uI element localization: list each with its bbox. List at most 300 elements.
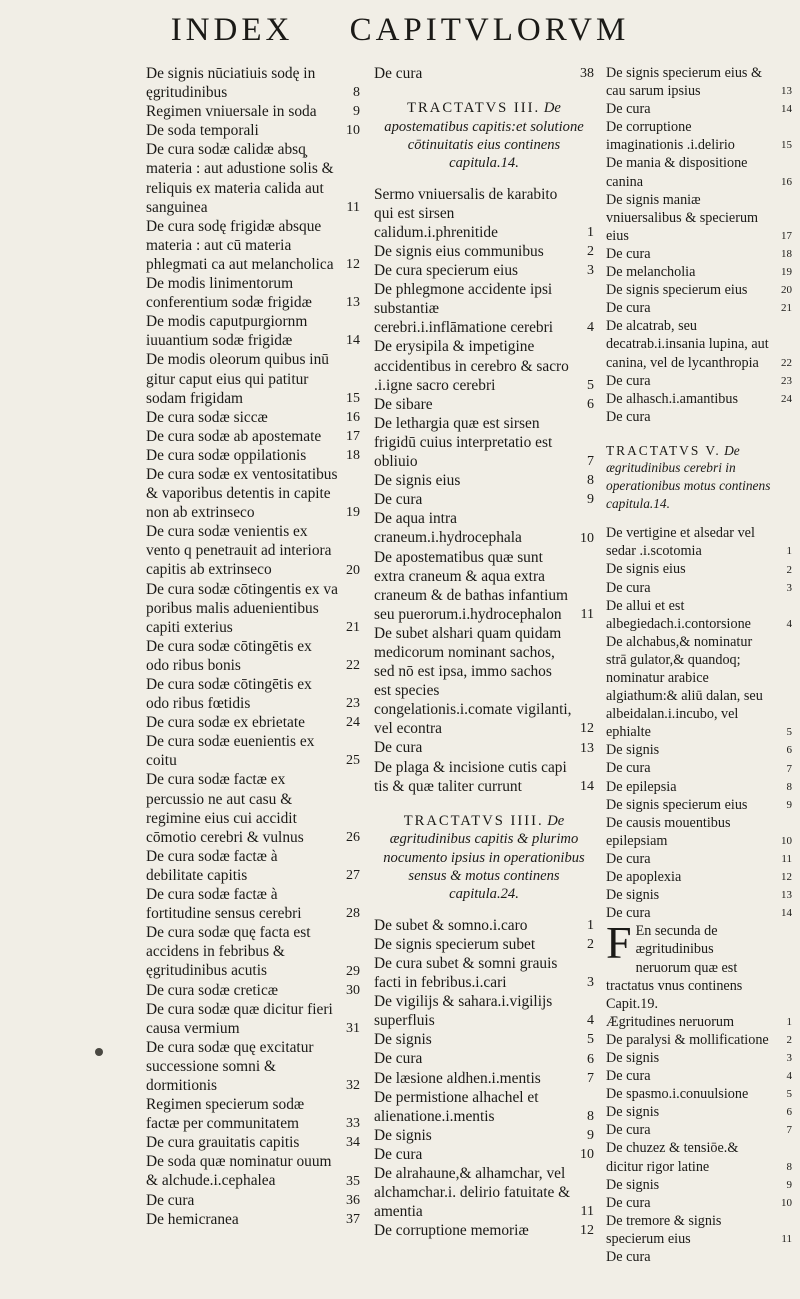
header-index: INDEX xyxy=(170,12,294,48)
entry-title: De alhasch.i.amantibus xyxy=(606,390,738,407)
index-entry xyxy=(146,847,360,885)
chapter-number: 14 xyxy=(781,103,792,116)
chapter-number: 10 xyxy=(580,1146,594,1162)
index-entry xyxy=(374,280,594,337)
index-entry xyxy=(146,923,360,980)
entry-title: De cura xyxy=(606,1122,651,1139)
chapter-number: 2 xyxy=(786,563,792,576)
running-header xyxy=(0,12,800,56)
entry-title: De apoplexia xyxy=(606,869,682,886)
index-entry xyxy=(606,372,792,390)
index-entry xyxy=(146,102,360,121)
chapter-number: 14 xyxy=(346,333,360,349)
index-entry xyxy=(606,1212,792,1248)
index-entry xyxy=(146,522,360,579)
index-entry xyxy=(374,954,594,992)
entry-title: De phlegmone accidente ipsi substantiæ cerebri.i.inflāmatione cerebri xyxy=(374,281,554,337)
chapter-number: 17 xyxy=(346,428,360,444)
margin-dot-mark xyxy=(95,1048,103,1056)
entry-title: De cura xyxy=(374,1050,423,1068)
entry-title: De cura sodæ venientis ex vento q penetrauit ad interiora capitis ab extrinseco xyxy=(146,523,332,579)
entry-title: De apostematibus quæ sunt extra craneum & aqua extra craneum & de bathas infantium seu puerorum.i.hydrocephalon xyxy=(374,548,569,623)
index-entry xyxy=(606,299,792,317)
index-entry xyxy=(606,118,792,154)
entry-title: De cura sodæ factæ à debilitate capitis xyxy=(146,847,278,884)
entry-title: De cura sodæ ex ebrietate xyxy=(146,714,305,732)
entry-title: De paralysi & mollificatione xyxy=(606,1031,769,1048)
index-entry xyxy=(374,490,594,509)
entry-title: De alchabus,& nominatur strā gulator,& quandoq; nominatur arabice algiathum:& aliū dalan, seu albeidalan.i.incubo, vel ephialte xyxy=(606,633,763,741)
entry-title: De cura xyxy=(606,760,651,777)
chapter-number: 38 xyxy=(580,66,594,82)
index-entry xyxy=(374,64,594,83)
chapter-number: 18 xyxy=(781,248,792,261)
index-entry xyxy=(146,1152,360,1190)
chapter-number: 3 xyxy=(786,1052,792,1065)
chapter-number: 12 xyxy=(580,721,594,737)
chapter-number: 2 xyxy=(786,1033,792,1046)
index-entry xyxy=(146,770,360,846)
chapter-number: 13 xyxy=(781,889,792,902)
chapter-number: 13 xyxy=(781,85,792,98)
chapter-number: 17 xyxy=(781,229,792,242)
index-entry xyxy=(146,1038,360,1095)
index-entry xyxy=(606,904,792,922)
entry-title: De signis eius communibus xyxy=(374,243,544,260)
entry-title: De cura xyxy=(606,850,651,867)
entry-title: De cura xyxy=(374,65,423,82)
index-entry xyxy=(146,1210,360,1229)
chapter-number: 3 xyxy=(587,975,594,991)
index-entry xyxy=(606,1013,792,1031)
index-entry xyxy=(146,1000,360,1038)
chapter-number: 12 xyxy=(580,1223,594,1239)
chapter-number: 4 xyxy=(786,1070,792,1083)
chapter-number: 7 xyxy=(786,762,792,775)
chapter-number: 30 xyxy=(346,982,360,998)
entry-title: De signis xyxy=(606,742,660,759)
entry-title: De soda quæ nominatur ouum & alchude.i.cephalea xyxy=(146,1153,332,1190)
entry-title: De læsione aldhen.i.mentis xyxy=(374,1069,541,1087)
chapter-number: 1 xyxy=(587,225,594,240)
entry-title: De cura xyxy=(606,1068,651,1085)
index-entry xyxy=(606,579,792,597)
index-entry xyxy=(374,1069,594,1088)
chapter-number: 22 xyxy=(781,356,792,369)
chapter-number: 12 xyxy=(346,257,360,273)
chapter-number: 35 xyxy=(346,1173,360,1189)
chapter-number: 7 xyxy=(587,454,594,470)
entry-title: De signis specierum eius xyxy=(606,796,748,813)
entry-title: De corruptione memoriæ xyxy=(374,1222,529,1240)
chapter-number: 6 xyxy=(786,1106,792,1119)
chapter-number: 20 xyxy=(781,284,792,297)
entry-title: De signis specierum eius xyxy=(606,282,748,299)
entry-title: De allui et est albegiedach.i.contorsione xyxy=(606,597,751,632)
index-entry xyxy=(374,1145,594,1164)
tractatus-description: De ægritudinibus capitis & plurimo nocumento ipsius in operationibus sensus & motus continens capitula.24. xyxy=(383,812,585,903)
chapter-number: 1 xyxy=(587,917,594,933)
chapter-number: 9 xyxy=(786,798,792,811)
chapter-number: 20 xyxy=(346,562,360,578)
index-entry xyxy=(606,390,792,408)
entry-title: De cura sodæ quę excitatur successione somni & dormitionis xyxy=(146,1038,314,1094)
index-entry xyxy=(606,1176,792,1194)
index-entry xyxy=(146,1191,360,1210)
chapter-number: 4 xyxy=(587,320,594,336)
chapter-number: 11 xyxy=(580,606,594,622)
entry-title: De chuzez & tensiōe.& dicitur rigor latine xyxy=(606,1140,739,1175)
chapter-number: 31 xyxy=(346,1020,360,1036)
index-entry xyxy=(606,778,792,796)
index-entry xyxy=(606,868,792,886)
index-entry xyxy=(146,580,360,637)
index-entry xyxy=(146,312,360,350)
entry-title: De melancholia xyxy=(606,264,696,281)
entry-title: De cura xyxy=(606,905,651,922)
tractatus-heading xyxy=(606,442,792,512)
entry-title: De cura xyxy=(606,1194,651,1211)
chapter-number: 18 xyxy=(346,447,360,463)
chapter-number: 10 xyxy=(346,123,360,139)
index-entry xyxy=(374,916,594,935)
drop-capital: F xyxy=(606,917,632,969)
entry-title: De causis mouentibus epilepsiam xyxy=(606,814,731,849)
entry-title: De cura xyxy=(606,408,651,425)
entry-title: De signis xyxy=(606,887,660,904)
entry-title: De signis eius xyxy=(374,472,461,490)
index-entry xyxy=(606,263,792,281)
chapter-number: 5 xyxy=(786,726,792,739)
index-entry xyxy=(606,191,792,245)
chapter-number: 36 xyxy=(346,1192,360,1208)
index-entry xyxy=(606,154,792,190)
chapter-number: 24 xyxy=(346,715,360,731)
index-entry xyxy=(606,524,792,560)
chapter-number: 13 xyxy=(346,295,360,311)
index-entry xyxy=(606,1031,792,1049)
chapter-number: 16 xyxy=(346,409,360,425)
entry-title: De tremore & signis specierum eius xyxy=(606,1212,722,1247)
entry-title: De cura specierum eius xyxy=(374,262,519,280)
entry-title: De cura xyxy=(374,1145,423,1163)
chapter-number: 12 xyxy=(781,871,792,884)
entry-title: De epilepsia xyxy=(606,778,677,795)
chapter-number: 10 xyxy=(781,1196,792,1209)
index-entry xyxy=(374,414,594,471)
chapter-number: 8 xyxy=(786,780,792,793)
index-entry xyxy=(374,1126,594,1145)
index-entry xyxy=(374,1164,594,1221)
entry-title: De cura xyxy=(606,579,651,596)
index-entry xyxy=(374,261,594,280)
entry-title: De signis xyxy=(374,1126,432,1144)
chapter-number: 28 xyxy=(346,906,360,922)
chapter-number: 9 xyxy=(587,1127,594,1143)
entry-title: De cura sodæ quæ dicitur fieri causa vermium xyxy=(146,1000,333,1037)
entry-title: En secunda de ægritudinibus neruorum quæ est tractatus vnus continens Capit.19. xyxy=(606,923,743,1012)
entry-title: De aqua intra craneum.i.hydrocephala xyxy=(374,510,522,547)
chapter-number: 10 xyxy=(580,530,594,546)
entry-title: De corruptione imaginationis .i.delirio xyxy=(606,119,735,154)
index-entry xyxy=(606,1103,792,1121)
entry-title: De cura xyxy=(374,491,423,509)
index-entry xyxy=(146,885,360,923)
entry-title: De sibare xyxy=(374,395,433,413)
tractatus-heading xyxy=(374,812,594,904)
entry-title: De cura subet & somni grauis facti in febribus.i.cari xyxy=(374,954,558,992)
chapter-number: 7 xyxy=(587,1070,594,1086)
chapter-number: 9 xyxy=(587,492,594,508)
index-entry xyxy=(606,1139,792,1175)
chapter-number: 4 xyxy=(587,1013,594,1029)
chapter-number: 34 xyxy=(346,1135,360,1151)
entry-title: De cura xyxy=(606,245,651,262)
index-entry xyxy=(146,274,360,312)
tractatus-heading xyxy=(374,99,594,173)
entry-title: De cura xyxy=(606,300,651,317)
chapter-number: 26 xyxy=(346,829,360,845)
chapter-number: 5 xyxy=(786,1088,792,1101)
index-entry xyxy=(606,1121,792,1139)
index-entry xyxy=(374,1049,594,1068)
index-entry xyxy=(374,992,594,1030)
entry-title: De mania & dispositione canina xyxy=(606,155,748,190)
entry-title: De cura sodæ ab apostemate xyxy=(146,427,322,445)
index-entry xyxy=(606,100,792,118)
chapter-number: 1 xyxy=(786,1015,792,1028)
chapter-number: 23 xyxy=(346,696,360,712)
chapter-number: 5 xyxy=(587,377,594,393)
entry-title: De cura sodæ factæ à fortitudine sensus cerebri xyxy=(146,886,302,923)
entry-title: De erysipila & impetigine accidentibus in cerebro & sacro .i.igne sacro cerebri xyxy=(374,338,569,394)
entry-title: De cura sodæ creticæ xyxy=(146,981,279,999)
chapter-number: 8 xyxy=(587,473,594,489)
index-entry xyxy=(606,317,792,371)
index-entry xyxy=(606,64,792,100)
index-entry xyxy=(146,408,360,427)
index-entry xyxy=(606,597,792,633)
entry-title: De signis maniæ vniuersalibus & specierum eius xyxy=(606,191,759,244)
tractatus-description: De apostematibus capitis:et solutione cōtinuitatis eius continens capitula.14. xyxy=(384,100,584,172)
index-entry xyxy=(606,245,792,263)
chapter-number: 11 xyxy=(781,1233,792,1245)
tractatus-number: TRACTATVS V. xyxy=(606,442,721,458)
chapter-number: 32 xyxy=(346,1078,360,1094)
chapter-number: 27 xyxy=(346,868,360,884)
entry-title: De cura sodæ factæ ex percussio ne aut casu & regimine eius cui accidit cōmotio cerebri & vulnus xyxy=(146,771,304,846)
chapter-number: 2 xyxy=(587,244,594,260)
chapter-number: 8 xyxy=(786,1160,792,1173)
index-entry xyxy=(606,759,792,777)
entry-title: De signis xyxy=(374,1031,432,1049)
index-entry xyxy=(606,1194,792,1212)
index-column-3 xyxy=(606,64,792,1265)
index-entry xyxy=(146,64,360,102)
entry-title: De alcatrab, seu decatrab.i.insania lupina, aut canina, vel de lycanthropia xyxy=(606,318,769,371)
chapter-number: 5 xyxy=(587,1032,594,1048)
chapter-number: 11 xyxy=(346,199,360,215)
chapter-number: 6 xyxy=(786,744,792,757)
index-entry xyxy=(146,675,360,713)
index-entry xyxy=(606,886,792,904)
chapter-number: 14 xyxy=(580,778,594,794)
entry-title: De cura xyxy=(374,739,423,757)
index-entry xyxy=(606,281,792,299)
index-entry xyxy=(374,1088,594,1126)
chapter-number: 10 xyxy=(781,834,792,847)
index-entry xyxy=(374,758,594,796)
tractatus-number: TRACTATVS IIII. xyxy=(403,812,544,829)
entry-title: De alrahaune,& alhamchar, vel alchamchar.i. delirio fatuitate & amentia xyxy=(374,1164,571,1221)
chapter-number: 19 xyxy=(346,505,360,521)
index-entry xyxy=(374,337,594,394)
index-entry xyxy=(374,548,594,624)
entry-title: De modis caputpurgiornm iuuantium sodæ frigidæ xyxy=(146,313,308,350)
index-entry xyxy=(374,242,594,261)
chapter-number: 21 xyxy=(781,302,792,315)
entry-title: Regimen vniuersale in soda xyxy=(146,103,317,121)
entry-title: De cura xyxy=(606,101,651,118)
entry-title: De cura sodæ quę facta est accidens in febribus & ęgritudinibus acutis xyxy=(146,924,311,980)
entry-title: De cura xyxy=(606,372,651,389)
entry-title: De modis oleorum quibus inū gitur caput eius qui patitur sodam frigidam xyxy=(146,351,329,407)
entry-title: De soda temporali xyxy=(146,122,259,140)
index-entry xyxy=(146,217,360,274)
index-entry xyxy=(606,1067,792,1085)
entry-title: De permistione alhachel et alienatione.i.mentis xyxy=(374,1088,539,1125)
chapter-number: 21 xyxy=(346,619,360,635)
index-entry xyxy=(146,1095,360,1133)
index-entry xyxy=(606,796,792,814)
index-entry xyxy=(146,350,360,407)
index-entry xyxy=(146,140,360,216)
entry-title: De cura xyxy=(606,1249,651,1265)
entry-title: De vigilijs & sahara.i.vigilijs superfluis xyxy=(374,993,553,1030)
entry-title: De cura sodę frigidæ absque materia : aut cū materia phlegmati ca aut melancholica xyxy=(146,217,334,273)
entry-title: De signis xyxy=(606,1176,660,1193)
index-entry xyxy=(374,471,594,490)
index-entry xyxy=(606,917,792,1012)
index-entry xyxy=(606,850,792,868)
index-entry xyxy=(146,732,360,770)
tractatus-description: De ægritudinibus cerebri in operationibus motus continens capitula.14. xyxy=(606,442,771,511)
entry-title: Sermo vniuersalis de karabito qui est sirsen calidum.i.phrenitide xyxy=(374,185,558,241)
header-capitulorum: CAPITVLORVM xyxy=(349,12,630,48)
entry-title: De spasmo.i.conuulsione xyxy=(606,1086,749,1103)
entry-title: De signis specierum eius & cau sarum ipsius xyxy=(606,65,763,100)
chapter-number: 14 xyxy=(781,907,792,920)
entry-title: De cura sodæ euenientis ex coitu xyxy=(146,733,315,770)
entry-title: De cura sodæ oppilationis xyxy=(146,446,307,464)
index-entry xyxy=(606,1049,792,1067)
index-entry xyxy=(374,624,594,739)
chapter-number: 9 xyxy=(786,1178,792,1191)
index-entry xyxy=(606,741,792,759)
entry-title: De lethargia quæ est sirsen frigidū cuius interpretatio est obliuio xyxy=(374,414,553,471)
index-entry xyxy=(146,981,360,1000)
index-entry xyxy=(146,121,360,140)
entry-title: De signis xyxy=(606,1049,660,1066)
index-entry xyxy=(374,185,594,242)
chapter-number: 8 xyxy=(587,1108,594,1124)
entry-title: De modis linimentorum conferentium sodæ frigidæ xyxy=(146,275,312,312)
entry-title: De hemicranea xyxy=(146,1210,239,1228)
chapter-number: 29 xyxy=(346,963,360,979)
entry-title: De cura grauitatis capitis xyxy=(146,1134,300,1152)
index-entry xyxy=(374,509,594,547)
chapter-number: 1 xyxy=(786,545,792,558)
chapter-number: 4 xyxy=(786,617,792,630)
chapter-number: 16 xyxy=(781,175,792,188)
entry-title: De cura sodæ cōtingētis ex odo ribus bonis xyxy=(146,637,312,674)
chapter-number: 25 xyxy=(346,753,360,769)
entry-title: Ægritudines neruorum xyxy=(606,1013,735,1030)
chapter-number: 23 xyxy=(781,374,792,387)
index-entry xyxy=(374,738,594,757)
index-entry xyxy=(374,1030,594,1049)
entry-title: De subet & somno.i.caro xyxy=(374,916,528,934)
index-entry xyxy=(606,1085,792,1103)
entry-title: De signis specierum subet xyxy=(374,935,536,953)
index-entry xyxy=(374,395,594,414)
index-entry xyxy=(606,633,792,742)
index-entry xyxy=(374,935,594,954)
chapter-number: 3 xyxy=(786,581,792,594)
chapter-number: 11 xyxy=(781,853,792,866)
chapter-number: 24 xyxy=(781,392,792,405)
index-entry xyxy=(146,465,360,522)
entry-title: De cura sodæ siccæ xyxy=(146,408,268,426)
index-entry xyxy=(606,814,792,850)
chapter-number: 3 xyxy=(587,263,594,279)
entry-title: De cura sodæ cōtingētis ex odo ribus fœtidis xyxy=(146,676,312,713)
entry-title: De signis eius xyxy=(606,561,686,578)
chapter-number: 7 xyxy=(786,1124,792,1137)
chapter-number: 15 xyxy=(781,139,792,152)
tractatus-number: TRACTATVS III. xyxy=(407,100,541,117)
index-entry xyxy=(146,637,360,675)
entry-title: De cura sodæ ex ventositatibus & vaporibus detentis in capite non ab extrinseco xyxy=(146,465,338,522)
entry-title: De subet alshari quam quidam medicorum nominant sachos, sed nō est ipsa, immo sachos est species congelationis.i.comate vigilanti, vel econtra xyxy=(374,624,572,738)
chapter-number: 2 xyxy=(587,936,594,952)
index-entry xyxy=(374,1221,594,1240)
chapter-number: 19 xyxy=(781,266,792,279)
index-entry xyxy=(146,427,360,446)
chapter-number: 33 xyxy=(346,1116,360,1132)
chapter-number: 9 xyxy=(353,104,360,120)
index-column-2 xyxy=(374,64,594,1239)
index-entry xyxy=(606,1248,792,1266)
chapter-number: 13 xyxy=(580,740,594,756)
index-entry xyxy=(146,1133,360,1152)
index-column-1 xyxy=(146,64,360,1239)
index-entry xyxy=(146,446,360,465)
chapter-number: 22 xyxy=(346,658,360,673)
chapter-number: 8 xyxy=(353,85,360,101)
index-entry xyxy=(606,560,792,578)
entry-title: De signis nūciatiuis sodę in ęgritudinibus xyxy=(146,65,316,102)
chapter-number: 37 xyxy=(346,1211,360,1227)
chapter-number: 15 xyxy=(346,390,360,406)
entry-title: De cura sodæ cōtingentis ex va poribus malis aduenientibus capiti exterius xyxy=(146,580,338,636)
entry-title: De cura xyxy=(146,1191,195,1209)
entry-title: Regimen specierum sodæ factæ per communitatem xyxy=(146,1096,305,1133)
entry-title: De signis xyxy=(606,1104,660,1121)
entry-title: De vertigine et alsedar vel sedar .i.scotomia xyxy=(606,525,755,560)
entry-title: De plaga & incisione cutis capi tis & quæ taliter currunt xyxy=(374,758,567,795)
entry-title: De cura sodæ calidæ absq̧ materia : aut adustione solis & reliquis ex materia calida aut sanguinea xyxy=(146,141,334,216)
